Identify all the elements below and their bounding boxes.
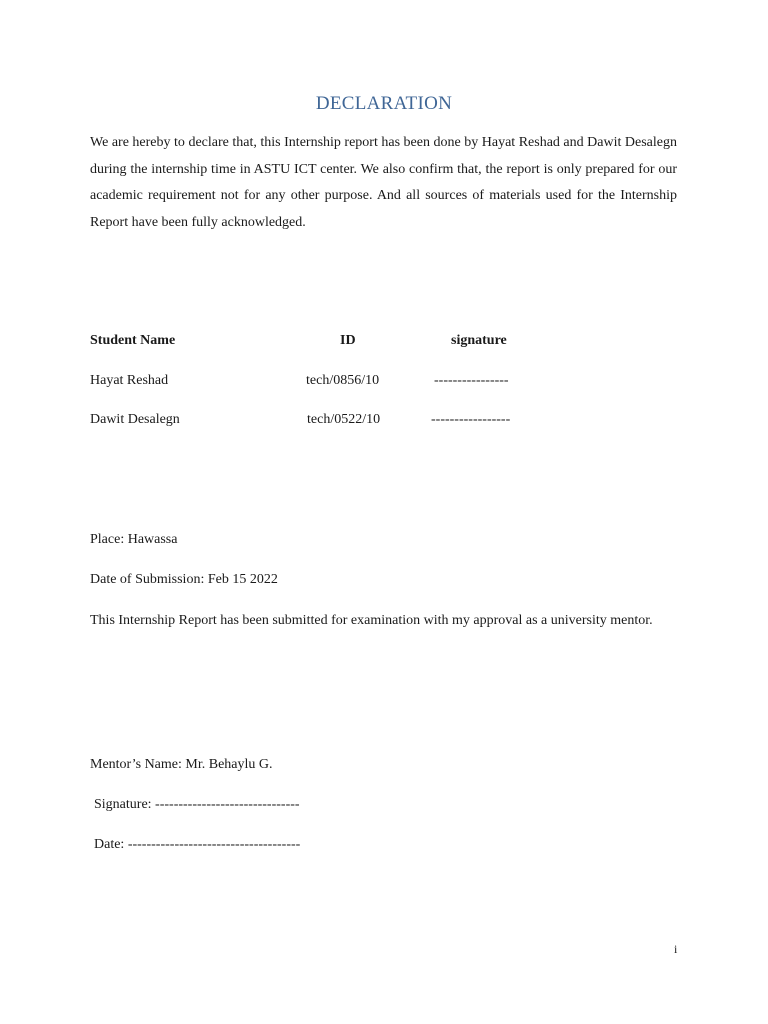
submission-date-line: Date of Submission: Feb 15 2022 <box>90 572 278 587</box>
student-name-cell: Dawit Desalegn <box>90 412 180 427</box>
header-id: ID <box>340 333 356 348</box>
declaration-paragraph: We are hereby to declare that, this Internship report has been done by Hayat Reshad and Dawit Desalegn during the internship time in ASTU ICT center. We also confirm that, the report is only prepared for our academic requirement not for any other purpose. And all sources of materials used for the Internship Report have been fully acknowledged. <box>90 135 677 230</box>
mentor-name-line: Mentor’s Name: Mr. Behaylu G. <box>90 757 273 772</box>
page-number: i <box>674 942 678 956</box>
signature-cell: ---------------- <box>434 373 509 388</box>
mentor-signature-line: Signature: ------------------------------- <box>94 797 300 812</box>
signature-cell: ----------------- <box>431 412 511 427</box>
approval-paragraph: This Internship Report has been submitted for examination with my approval as a university mentor. <box>90 613 653 628</box>
header-student-name: Student Name <box>90 333 176 348</box>
student-id-cell: tech/0522/10 <box>307 412 381 427</box>
student-name-cell: Hayat Reshad <box>90 373 169 388</box>
student-id-cell: tech/0856/10 <box>306 373 380 388</box>
place-line: Place: Hawassa <box>90 532 178 547</box>
mentor-date-line: Date: ------------------------------------- <box>94 837 301 852</box>
page-title: DECLARATION <box>315 93 453 114</box>
header-signature: signature <box>451 333 507 348</box>
